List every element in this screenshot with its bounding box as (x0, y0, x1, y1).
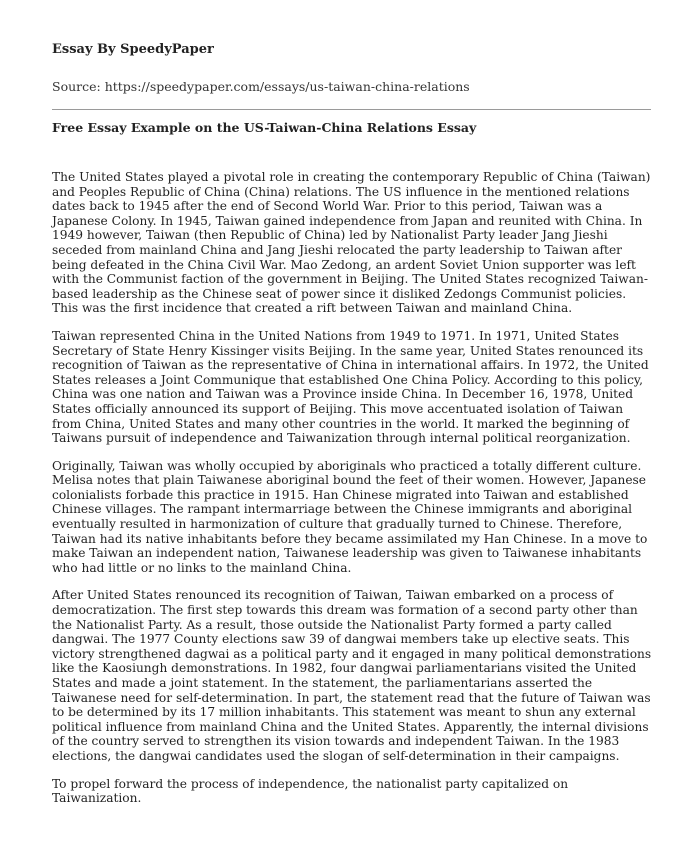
paragraph: The United States played a pivotal role in creating the contemporary Republic of China (Taiwan) and Peoples Republic of China (China) relations. The US influence in the mentioned relations dates back to 1945 after the end of Second World War. Prior to this period, Taiwan was a Japanese Colony. In 1945, Taiwan gained independence from Japan and reunited with China. In 1949 however, Taiwan (then Republic of China) led by Nationalist Party leader Jang Jieshi seceded from mainland China and Jang Jieshi relocated the party leadership to Taiwan after being defeated in the China Civil War. Mao Zedong, an ardent Soviet Union supporter was left with the Communist faction of the government in Beijing. The United States recognized Taiwan-based leadership as the Chinese seat of power since it disliked Zedongs Communist policies. This was the first incidence that created a rift between Taiwan and mainland China. (52, 170, 651, 316)
brand-title: Essay By SpeedyPaper (52, 42, 214, 57)
essay-title: Free Essay Example on the US-Taiwan-China Relations Essay (52, 120, 477, 135)
source-line: Source: https://speedypaper.com/essays/us-taiwan-china-relations (52, 79, 470, 94)
paragraph: Originally, Taiwan was wholly occupied by aboriginals who practiced a totally different culture. Melisa notes that plain Taiwanese aboriginal bound the feet of their women. However, Japanese colonialists forbade this practice in 1915. Han Chinese migrated into Taiwan and established Chinese villages. The rampant intermarriage between the Chinese immigrants and aboriginal eventually resulted in harmonization of culture that gradually turned to Chinese. Therefore, Taiwan had its native inhabitants before they became assimilated my Han Chinese. In a move to make Taiwan an independent nation, Taiwanese leadership was given to Taiwanese inhabitants who had little or no links to the mainland China. (52, 458, 648, 575)
document-header (52, 42, 652, 95)
header-divider (52, 109, 651, 110)
essay-body (52, 170, 654, 819)
paragraph: To propel forward the process of independence, the nationalist party capitalized on Taiwanization. (52, 776, 569, 806)
paragraph: After United States renounced its recognition of Taiwan, Taiwan embarked on a process of democratization. The first step towards this dream was formation of a second party other than the Nationalist Party. As a result, those outside the Nationalist Party formed a party called dangwai. The 1977 County elections saw 39 of dangwai members take up elective seats. This victory strengthened dagwai as a political party and it engaged in many political demonstrations like the Kaosiungh demonstrations. In 1982, four dangwai parliamentarians visited the United States and made a joint statement. In the statement, the parliamentarians asserted the Taiwanese need for self-determination. In part, the statement read that the future of Taiwan was to be determined by its 17 million inhabitants. This statement was meant to shun any external political influence from mainland China and the United States. Apparently, the internal divisions of the country served to strengthen its vision towards and independent Taiwan. In the 1983 elections, the dangwai candidates used the slogan of self-determination in their campaigns. (52, 588, 652, 763)
paragraph: Taiwan represented China in the United Nations from 1949 to 1971. In 1971, United States Secretary of State Henry Kissinger visits Beijing. In the same year, United States renounced its recognition of Taiwan as the representative of China in international affairs. In 1972, the United States releases a Joint Communique that established One China Policy. According to this policy, China was one nation and Taiwan was a Province inside China. In December 16, 1978, United States officially announced its support of Beijing. This move accentuated isolation of Taiwan from China, United States and many other countries in the world. It marked the beginning of Taiwans pursuit of independence and Taiwanization through internal political reorganization. (52, 328, 649, 446)
